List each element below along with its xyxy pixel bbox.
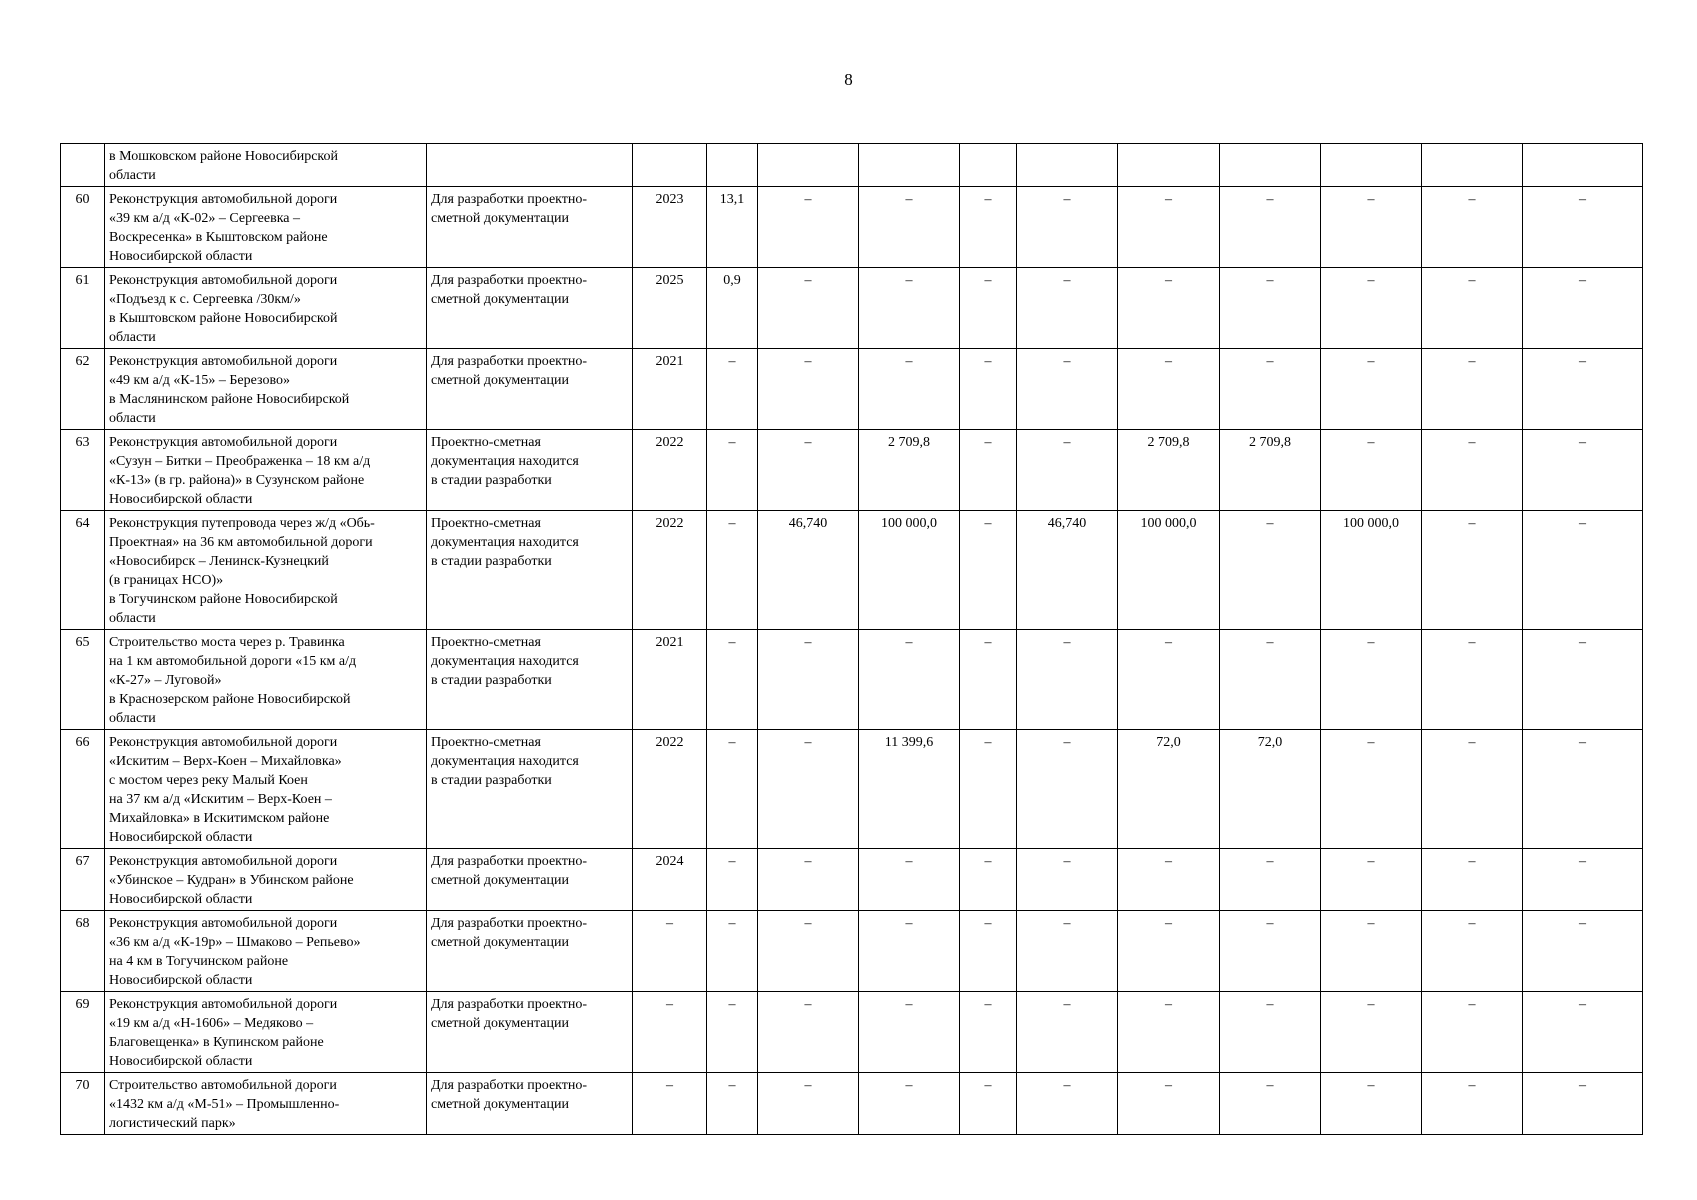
value-cell: – [758, 1073, 859, 1135]
value-cell: – [960, 268, 1017, 349]
documentation-status-cell: Для разработки проектно- сметной документации [427, 911, 633, 992]
value-cell: – [1321, 849, 1422, 911]
value-cell: – [1220, 349, 1321, 430]
value-cell: – [1017, 911, 1118, 992]
value-cell: – [1523, 730, 1643, 849]
row-number-cell: 65 [61, 630, 105, 730]
length-km-cell: – [707, 992, 758, 1073]
object-name-cell: Строительство моста через р. Травинка на 1 км автомобильной дороги «15 км а/д «К-27» – Луговой» в Краснозерском районе Новосибирской области [105, 630, 427, 730]
length-km-cell: – [707, 630, 758, 730]
year-cell: 2021 [633, 349, 707, 430]
value-cell: – [1220, 911, 1321, 992]
value-cell: – [1523, 511, 1643, 630]
row-number-cell: 64 [61, 511, 105, 630]
value-cell: – [960, 730, 1017, 849]
documentation-status-cell: Для разработки проектно- сметной документации [427, 268, 633, 349]
value-cell: – [758, 187, 859, 268]
table-row [61, 630, 1643, 730]
row-number-cell: 69 [61, 992, 105, 1073]
value-cell: – [758, 992, 859, 1073]
value-cell [960, 144, 1017, 187]
table-row [61, 730, 1643, 849]
object-name-cell: Реконструкция автомобильной дороги «36 км а/д «К-19р» – Шмаково – Репьево» на 4 км в Тогучинском районе Новосибирской области [105, 911, 427, 992]
length-km-cell: 13,1 [707, 187, 758, 268]
value-cell: 46,740 [758, 511, 859, 630]
table-row [61, 187, 1643, 268]
object-name-cell: Реконструкция автомобильной дороги «19 км а/д «Н-1606» – Медяково – Благовещенка» в Купинском районе Новосибирской области [105, 992, 427, 1073]
table-row [61, 911, 1643, 992]
table-row [61, 1073, 1643, 1135]
value-cell: – [1422, 992, 1523, 1073]
table-body [61, 144, 1643, 1135]
value-cell: – [1017, 849, 1118, 911]
value-cell: – [1422, 730, 1523, 849]
value-cell: – [1321, 630, 1422, 730]
documentation-status-cell: Проектно-сметная документация находится в стадии разработки [427, 630, 633, 730]
object-name-cell: Реконструкция автомобильной дороги «Искитим – Верх-Коен – Михайловка» с мостом через реку Малый Коен на 37 км а/д «Искитим – Верх-Коен – Михайловка» в Искитимском районе Новосибирской области [105, 730, 427, 849]
documentation-status-cell: Для разработки проектно- сметной документации [427, 849, 633, 911]
value-cell: 46,740 [1017, 511, 1118, 630]
value-cell: – [1220, 849, 1321, 911]
value-cell: – [859, 849, 960, 911]
value-cell: – [1220, 630, 1321, 730]
object-name-cell: Реконструкция автомобильной дороги «49 км а/д «К-15» – Березово» в Маслянинском районе Новосибирской области [105, 349, 427, 430]
value-cell: – [1118, 992, 1220, 1073]
value-cell: – [1017, 730, 1118, 849]
row-number-cell: 66 [61, 730, 105, 849]
value-cell: – [1118, 1073, 1220, 1135]
value-cell: – [1523, 268, 1643, 349]
value-cell: – [1220, 511, 1321, 630]
documentation-status-cell: Для разработки проектно- сметной документации [427, 349, 633, 430]
documentation-status-cell: Для разработки проектно- сметной документации [427, 187, 633, 268]
value-cell: – [1118, 849, 1220, 911]
value-cell: – [1118, 268, 1220, 349]
documentation-status-cell: Проектно-сметная документация находится в стадии разработки [427, 430, 633, 511]
value-cell: – [1118, 911, 1220, 992]
value-cell: – [1523, 911, 1643, 992]
value-cell: – [960, 630, 1017, 730]
value-cell: – [1523, 992, 1643, 1073]
value-cell: – [1017, 1073, 1118, 1135]
value-cell: – [1118, 187, 1220, 268]
table-row [61, 992, 1643, 1073]
value-cell [859, 144, 960, 187]
value-cell: – [1321, 1073, 1422, 1135]
year-cell: 2022 [633, 430, 707, 511]
value-cell: – [1017, 349, 1118, 430]
value-cell: 100 000,0 [1321, 511, 1422, 630]
value-cell: – [1422, 511, 1523, 630]
value-cell: – [1422, 911, 1523, 992]
row-number-cell: 67 [61, 849, 105, 911]
value-cell: – [1422, 849, 1523, 911]
value-cell: – [758, 630, 859, 730]
year-cell: 2024 [633, 849, 707, 911]
value-cell [1017, 144, 1118, 187]
value-cell: – [960, 849, 1017, 911]
value-cell: – [1523, 1073, 1643, 1135]
table-row [61, 849, 1643, 911]
road-projects-table [60, 143, 1643, 1135]
length-km-cell: – [707, 511, 758, 630]
value-cell: – [859, 268, 960, 349]
year-cell: 2022 [633, 730, 707, 849]
year-cell: – [633, 1073, 707, 1135]
value-cell: – [1321, 992, 1422, 1073]
object-name-cell: Реконструкция автомобильной дороги «39 км а/д «К-02» – Сергеевка – Воскресенка» в Кыштовском районе Новосибирской области [105, 187, 427, 268]
value-cell: 2 709,8 [859, 430, 960, 511]
value-cell: – [960, 911, 1017, 992]
length-km-cell: – [707, 1073, 758, 1135]
value-cell: 2 709,8 [1118, 430, 1220, 511]
year-cell: 2021 [633, 630, 707, 730]
value-cell: – [1523, 430, 1643, 511]
length-km-cell: – [707, 730, 758, 849]
value-cell: 100 000,0 [859, 511, 960, 630]
row-number-cell [61, 144, 105, 187]
year-cell: – [633, 992, 707, 1073]
table-row [61, 430, 1643, 511]
value-cell: – [1422, 1073, 1523, 1135]
documentation-status-cell [427, 144, 633, 187]
value-cell: – [1321, 730, 1422, 849]
table-row [61, 511, 1643, 630]
value-cell: – [960, 430, 1017, 511]
value-cell: – [758, 349, 859, 430]
value-cell: – [1017, 187, 1118, 268]
length-km-cell: – [707, 430, 758, 511]
value-cell: – [1523, 630, 1643, 730]
value-cell: – [1422, 187, 1523, 268]
object-name-cell: в Мошковском районе Новосибирской области [105, 144, 427, 187]
value-cell: – [859, 1073, 960, 1135]
value-cell: – [758, 730, 859, 849]
page-number: 8 [844, 70, 853, 89]
value-cell: – [1523, 187, 1643, 268]
value-cell: – [758, 911, 859, 992]
documentation-status-cell: Проектно-сметная документация находится в стадии разработки [427, 730, 633, 849]
value-cell: – [960, 187, 1017, 268]
value-cell: – [1422, 630, 1523, 730]
object-name-cell: Реконструкция автомобильной дороги «Сузун – Битки – Преображенка – 18 км а/д «К-13» (в гр. района)» в Сузунском районе Новосибирской области [105, 430, 427, 511]
value-cell: – [1220, 268, 1321, 349]
value-cell: – [1017, 630, 1118, 730]
value-cell: – [960, 349, 1017, 430]
value-cell: – [1220, 992, 1321, 1073]
value-cell [1220, 144, 1321, 187]
length-km-cell: – [707, 911, 758, 992]
documentation-status-cell: Проектно-сметная документация находится в стадии разработки [427, 511, 633, 630]
value-cell: – [758, 430, 859, 511]
value-cell: – [1321, 911, 1422, 992]
row-number-cell: 61 [61, 268, 105, 349]
documentation-status-cell: Для разработки проектно- сметной документации [427, 992, 633, 1073]
value-cell [1321, 144, 1422, 187]
table-row [61, 349, 1643, 430]
value-cell: – [1422, 430, 1523, 511]
value-cell: – [1422, 349, 1523, 430]
table-row [61, 144, 1643, 187]
length-km-cell [707, 144, 758, 187]
value-cell [1523, 144, 1643, 187]
value-cell: – [1523, 349, 1643, 430]
value-cell: – [1321, 268, 1422, 349]
value-cell: 100 000,0 [1118, 511, 1220, 630]
value-cell [1118, 144, 1220, 187]
row-number-cell: 70 [61, 1073, 105, 1135]
year-cell [633, 144, 707, 187]
year-cell: – [633, 911, 707, 992]
value-cell: 72,0 [1220, 730, 1321, 849]
object-name-cell: Реконструкция путепровода через ж/д «Обь- Проектная» на 36 км автомобильной дороги «Новосибирск – Ленинск-Кузнецкий (в границах НСО)» в Тогучинском районе Новосибирской области [105, 511, 427, 630]
year-cell: 2023 [633, 187, 707, 268]
object-name-cell: Реконструкция автомобильной дороги «Убинское – Кудран» в Убинском районе Новосибирской области [105, 849, 427, 911]
value-cell: – [1220, 187, 1321, 268]
value-cell: 2 709,8 [1220, 430, 1321, 511]
value-cell: – [960, 1073, 1017, 1135]
value-cell: – [1118, 349, 1220, 430]
documentation-status-cell: Для разработки проектно- сметной документации [427, 1073, 633, 1135]
row-number-cell: 68 [61, 911, 105, 992]
value-cell: – [960, 992, 1017, 1073]
value-cell: – [1321, 349, 1422, 430]
table-row [61, 268, 1643, 349]
value-cell: 72,0 [1118, 730, 1220, 849]
year-cell: 2025 [633, 268, 707, 349]
value-cell: – [758, 268, 859, 349]
length-km-cell: – [707, 349, 758, 430]
row-number-cell: 60 [61, 187, 105, 268]
value-cell: – [1017, 430, 1118, 511]
value-cell: – [758, 849, 859, 911]
value-cell: – [859, 349, 960, 430]
object-name-cell: Строительство автомобильной дороги «1432 км а/д «М-51» – Промышленно- логистический парк» [105, 1073, 427, 1135]
value-cell: – [1523, 849, 1643, 911]
value-cell: – [1422, 268, 1523, 349]
row-number-cell: 62 [61, 349, 105, 430]
value-cell [1422, 144, 1523, 187]
value-cell: – [1017, 268, 1118, 349]
value-cell [758, 144, 859, 187]
length-km-cell: – [707, 849, 758, 911]
value-cell: – [1118, 630, 1220, 730]
value-cell: – [859, 630, 960, 730]
year-cell: 2022 [633, 511, 707, 630]
value-cell: – [1321, 187, 1422, 268]
object-name-cell: Реконструкция автомобильной дороги «Подъезд к с. Сергеевка /30км/» в Кыштовском районе Новосибирской области [105, 268, 427, 349]
value-cell: – [1321, 430, 1422, 511]
value-cell: – [859, 187, 960, 268]
length-km-cell: 0,9 [707, 268, 758, 349]
row-number-cell: 63 [61, 430, 105, 511]
value-cell: – [1220, 1073, 1321, 1135]
value-cell: – [859, 911, 960, 992]
value-cell: – [960, 511, 1017, 630]
value-cell: – [1017, 992, 1118, 1073]
value-cell: – [859, 992, 960, 1073]
value-cell: 11 399,6 [859, 730, 960, 849]
